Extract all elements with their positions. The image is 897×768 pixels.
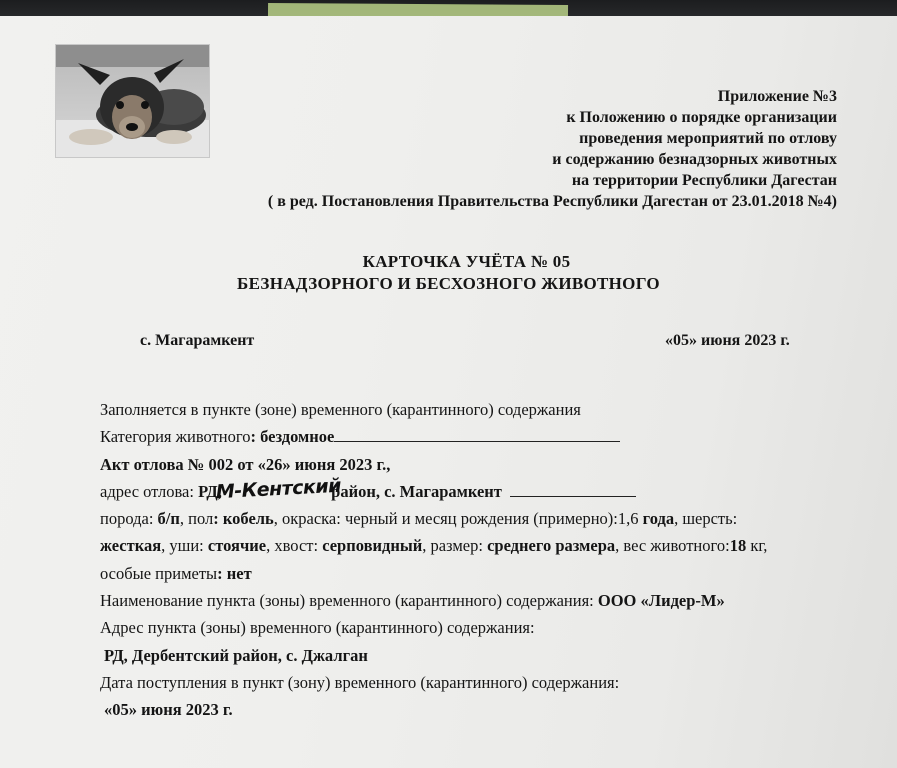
facility-name-line bbox=[100, 587, 860, 614]
color-age-text: , окраска: черный и месяц рождения (примерно):1,6 bbox=[273, 509, 643, 529]
facility-name-label: Наименование пункта (зоны) временного (карантинного) содержания: bbox=[100, 591, 598, 611]
card-body bbox=[100, 396, 860, 724]
catch-address-region: РД, bbox=[198, 481, 222, 501]
category-line bbox=[100, 423, 860, 450]
underline-blank bbox=[510, 480, 636, 497]
breed-line bbox=[100, 505, 860, 532]
category-value: : бездомное bbox=[250, 427, 335, 447]
catch-address-village: район, с. Магарамкент bbox=[327, 481, 502, 501]
weight-unit: кг, bbox=[746, 536, 768, 556]
category-label: Категория животного bbox=[100, 427, 251, 447]
appendix-line: Приложение №3 bbox=[717, 88, 837, 105]
appendix-line: к Положению о порядке организации bbox=[566, 109, 837, 126]
facility-name-value: ООО «Лидер-М» bbox=[597, 591, 725, 611]
weight-label: , вес животного: bbox=[615, 536, 730, 556]
features-line bbox=[100, 532, 860, 559]
weight-value: 18 bbox=[729, 536, 747, 556]
sex-label: , пол bbox=[179, 509, 214, 529]
fur-label: , шерсть: bbox=[674, 509, 738, 529]
special-marks-line bbox=[100, 560, 860, 587]
place-label: с. Магарамкент bbox=[140, 332, 255, 349]
facility-address-label: Адрес пункта (зоны) временного (карантинного) содержания: bbox=[100, 618, 535, 638]
catch-address-label: адрес отлова: bbox=[100, 481, 199, 501]
tail-value: серповидный bbox=[322, 536, 423, 556]
title-line-2: БЕЗНАДЗОРНОГО И БЕСХОЗНОГО ЖИВОТНОГО bbox=[237, 274, 660, 293]
document-page bbox=[0, 16, 897, 768]
underline-blank bbox=[334, 425, 620, 442]
special-marks-label: особые приметы bbox=[100, 563, 218, 583]
dog-image bbox=[56, 45, 209, 157]
arrival-date-value: «05» июня 2023 г. bbox=[104, 700, 233, 720]
ears-label: , уши: bbox=[161, 536, 208, 556]
size-value: среднего размера bbox=[487, 536, 616, 556]
catch-act-line: Акт отлова № 002 от «26» июня 2023 г., bbox=[100, 454, 391, 474]
tail-label: , хвост: bbox=[266, 536, 323, 556]
fur-value: жесткая bbox=[100, 536, 162, 556]
facility-address-value: РД, Дербентский район, с. Джалган bbox=[104, 645, 368, 665]
ears-value: стоячие bbox=[207, 536, 267, 556]
arrival-date-label: Дата поступления в пункт (зону) временного (карантинного) содержания: bbox=[100, 672, 620, 692]
size-label: , размер: bbox=[422, 536, 488, 556]
card-title bbox=[0, 251, 897, 295]
breed-value: б/п bbox=[157, 509, 180, 529]
title-line-1: КАРТОЧКА УЧЁТА № 05 bbox=[362, 252, 571, 271]
handwritten-district: М-Кентский bbox=[215, 474, 342, 504]
appendix-line: ( в ред. Постановления Правительства Республики Дагестан от 23.01.2018 №4) bbox=[267, 193, 837, 210]
catch-address-line bbox=[100, 474, 860, 505]
fill-note: Заполняется в пункте (зоне) временного (карантинного) содержания bbox=[100, 400, 581, 419]
appendix-block bbox=[268, 86, 837, 212]
appendix-line: и содержанию безнадзорных животных bbox=[552, 151, 837, 168]
special-marks-value: : нет bbox=[217, 563, 252, 583]
age-unit: года bbox=[642, 509, 675, 529]
appendix-line: на территории Республики Дагестан bbox=[571, 172, 837, 189]
breed-label: порода: bbox=[100, 509, 158, 529]
dog-photo bbox=[55, 44, 210, 158]
document-date: «05» июня 2023 г. bbox=[665, 332, 790, 349]
appendix-line: проведения мероприятий по отлову bbox=[579, 130, 837, 147]
sex-value: : кобель bbox=[213, 509, 274, 529]
